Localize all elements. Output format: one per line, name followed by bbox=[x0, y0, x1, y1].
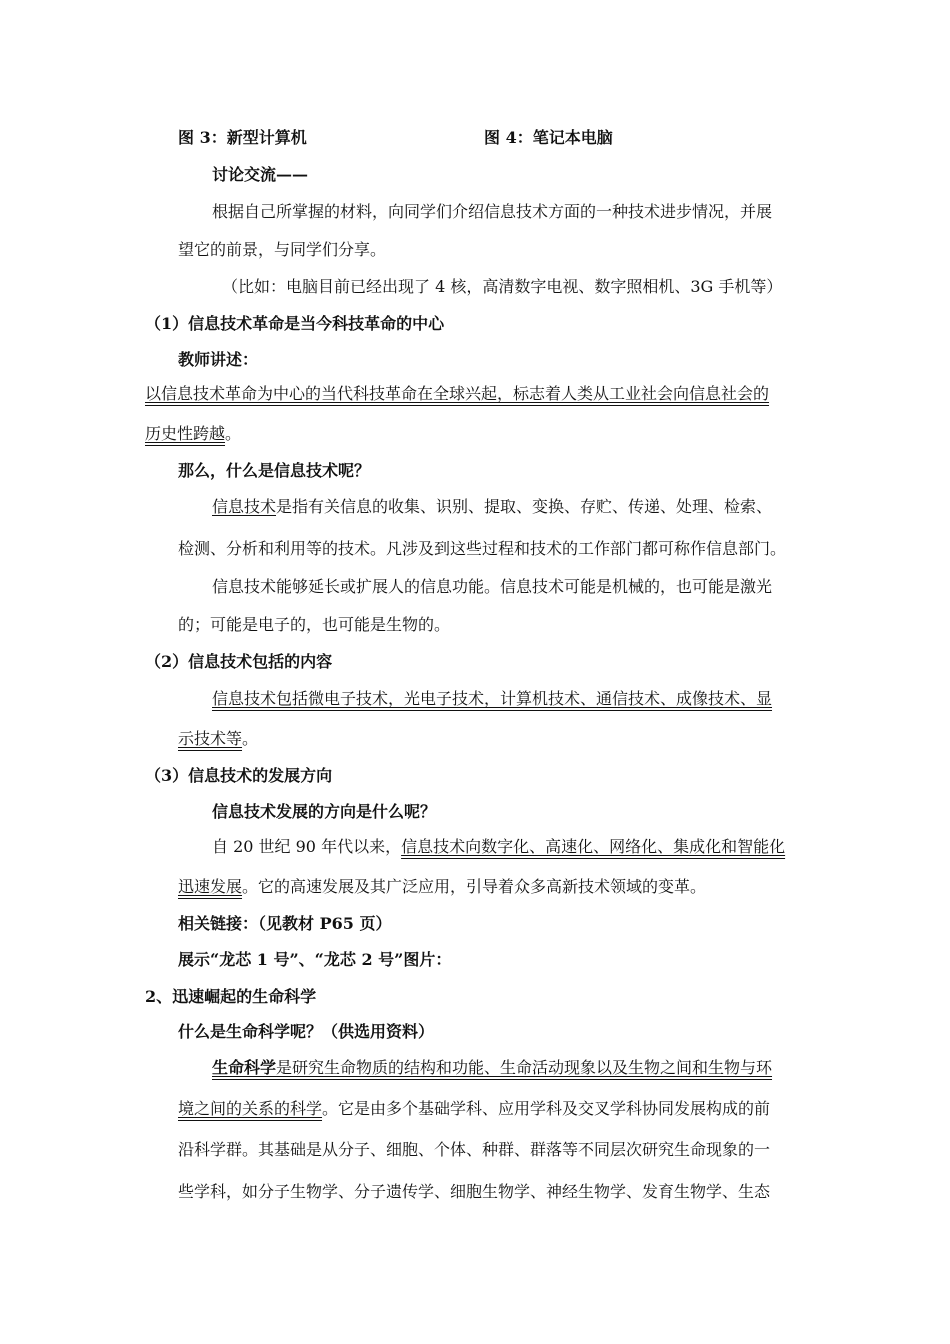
life-science-heading: 2、迅速崛起的生命科学 bbox=[145, 987, 317, 1006]
figure-caption-4: 图 4：笔记本电脑 bbox=[484, 128, 613, 147]
statement-line2-underlined: 历史性跨越 bbox=[145, 424, 226, 443]
related-link: 相关链接：（见教材 P65 页） bbox=[178, 914, 392, 933]
definition-term: 信息技术 bbox=[212, 497, 277, 516]
section2-line2-underlined: 示技术等 bbox=[178, 729, 243, 748]
definition-line2: 检测、分析和利用等的技术。凡涉及到这些过程和技术的工作部门都可称作信息部门。 bbox=[178, 539, 787, 558]
life-science-line2-underlined: 境之间的关系的科学 bbox=[178, 1099, 323, 1118]
definition-line1 bbox=[212, 497, 772, 517]
figure-caption-3: 图 3：新型计算机 bbox=[178, 128, 307, 147]
section3-line1 bbox=[212, 837, 785, 857]
section3-line1-pre: 自 20 世纪 90 年代以来， bbox=[212, 837, 402, 856]
section3-line2-underlined: 迅速发展 bbox=[178, 877, 243, 896]
section2-line2 bbox=[178, 729, 258, 749]
statement-line1: 以信息技术革命为中心的当代科技革命在全球兴起，标志着人类从工业社会向信息社会的 bbox=[145, 384, 770, 403]
discussion-heading: 讨论交流—— bbox=[212, 165, 309, 184]
section2-heading: （2）信息技术包括的内容 bbox=[145, 652, 333, 671]
section3-line2-rest: 。它的高速发展及其广泛应用，引导着众多高新技术领域的变革。 bbox=[242, 877, 707, 896]
section3-line1-underlined: 信息技术向数字化、高速化、网络化、集成化和智能化 bbox=[401, 837, 786, 856]
teacher-label: 教师讲述： bbox=[178, 350, 259, 369]
life-science-line3: 沿科学群。其基础是从分子、细胞、个体、种群、群落等不同层次研究生命现象的一 bbox=[178, 1140, 771, 1159]
life-science-question: 什么是生命科学呢？（供选用资料） bbox=[178, 1022, 435, 1041]
function-line2: 的；可能是电子的，也可能是生物的。 bbox=[178, 615, 451, 634]
section3-heading: （3）信息技术的发展方向 bbox=[145, 766, 333, 785]
section3-question: 信息技术发展的方向是什么呢？ bbox=[212, 802, 437, 821]
life-science-line1-underlined: 是研究生命物质的结构和功能、生命活动现象以及生物之间和生物与环 bbox=[276, 1058, 773, 1077]
section3-line2 bbox=[178, 877, 706, 897]
discussion-paragraph-line2: 望它的前景，与同学们分享。 bbox=[178, 240, 387, 259]
section1-heading: （1）信息技术革命是当今科技革命的中心 bbox=[145, 314, 445, 333]
question-what-is-it: 那么，什么是信息技术呢？ bbox=[178, 461, 371, 480]
life-science-line2-rest: 。它是由多个基础学科、应用学科及交叉学科协同发展构成的前 bbox=[322, 1099, 771, 1118]
show-pictures: 展示“龙芯 1 号”、“龙芯 2 号”图片： bbox=[178, 950, 452, 969]
statement-line2 bbox=[145, 424, 241, 444]
function-line1: 信息技术能够延长或扩展人的信息功能。信息技术可能是机械的，也可能是激光 bbox=[212, 577, 773, 596]
definition-line1-rest: 是指有关信息的收集、识别、提取、变换、存贮、传递、处理、检索、 bbox=[276, 497, 773, 516]
section2-line1: 信息技术包括微电子技术，光电子技术，计算机技术、通信技术、成像技术、显 bbox=[212, 689, 773, 708]
discussion-paragraph-line1: 根据自己所掌握的材料，向同学们介绍信息技术方面的一种技术进步情况，并展 bbox=[212, 202, 773, 221]
life-science-term: 生命科学 bbox=[212, 1058, 277, 1077]
statement-line2-end: 。 bbox=[225, 424, 242, 443]
life-science-line1 bbox=[212, 1058, 772, 1078]
life-science-line4: 些学科，如分子生物学、分子遗传学、细胞生物学、神经生物学、发育生物学、生态 bbox=[178, 1182, 771, 1201]
discussion-example: （比如：电脑目前已经出现了 4 核，高清数字电视、数字照相机、3G 手机等） bbox=[222, 277, 783, 296]
life-science-line2 bbox=[178, 1099, 770, 1119]
section2-line2-end: 。 bbox=[242, 729, 259, 748]
